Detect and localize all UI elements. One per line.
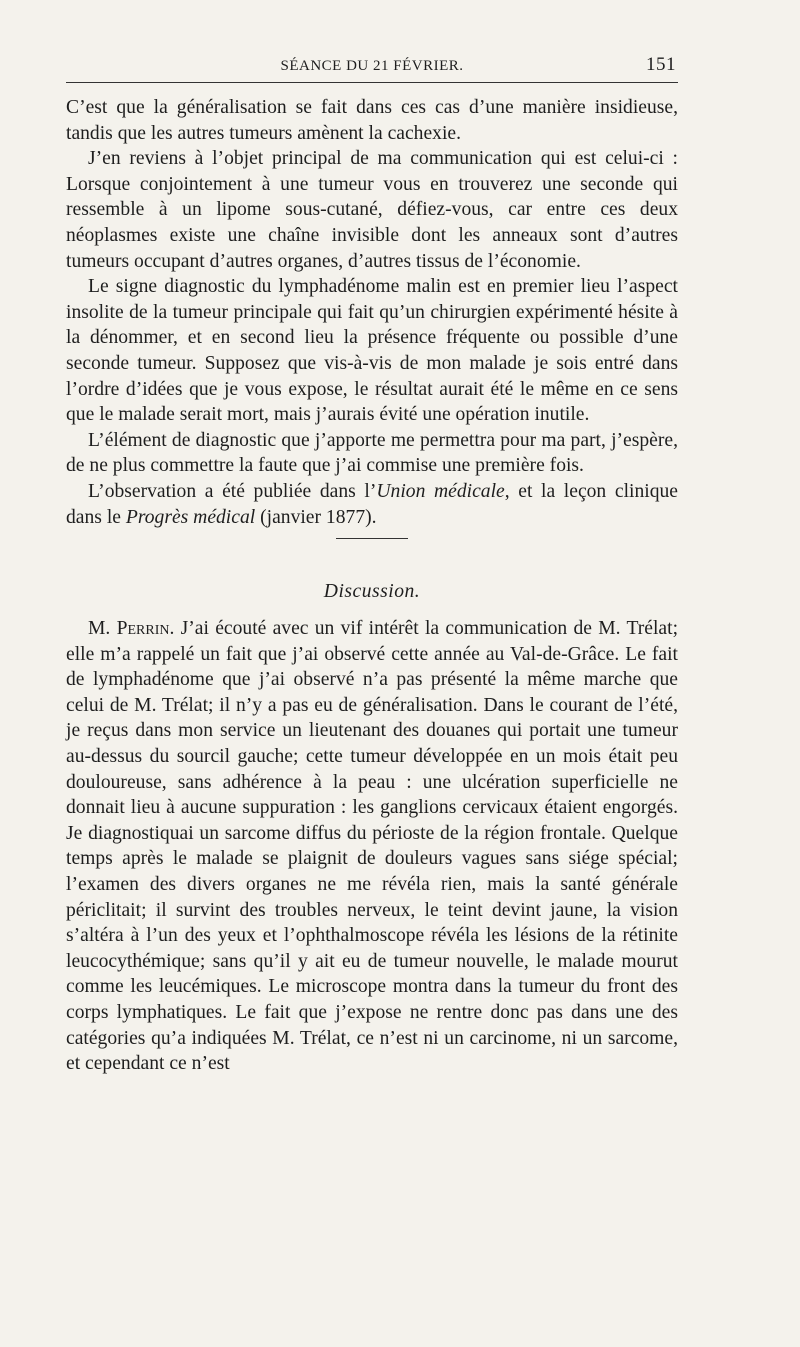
speaker-name: M. Perrin. bbox=[88, 618, 175, 640]
paragraph-diagnostic-sign: Le signe diagnostic du lymphadénome malin est en premier lieu l’aspect insolite de la tumeur principale qui fait qu’un chirurgien expérimenté hésite à la dénommer, et en second lieu la présence fréquente ou possible d’une seconde tumeur. Supposez que vis-à-vis de mon malade je sois entré dans l’ordre d’idées que je vous expose, le résultat aurait été le même en ce sens que le malade serait mort, mais j’aurais évité une opération inutile. bbox=[66, 276, 678, 426]
book-page bbox=[66, 52, 678, 1077]
paragraph-publication-note bbox=[66, 479, 678, 530]
publication-text-after: (janvier 1877). bbox=[255, 506, 377, 528]
journal-progres-medical: Progrès médical bbox=[125, 506, 256, 528]
publication-text-middle: , et la leçon clinique dans le bbox=[66, 480, 678, 528]
paragraph-main-point: J’en reviens à l’objet principal de ma communication qui est celui-ci : Lorsque conjointement à une tumeur vous en trouverez une seconde qui ressemble à un lipome sous-cutané, défiez-vous, car entre ces deux néoplasmes existe une chaîne invisible dont les anneaux sont d’autres tumeurs occupant d’autres organes, d’autres tissus de l’économie. bbox=[66, 148, 678, 272]
running-header bbox=[66, 52, 678, 82]
publication-text-before: L’observation a été publiée dans l’ bbox=[88, 480, 377, 502]
header-rule bbox=[66, 82, 678, 83]
journal-union-medicale: Union médicale bbox=[376, 480, 505, 502]
header-title: SÉANCE DU 21 FÉVRIER. bbox=[280, 58, 464, 74]
discussion-text: J’ai écouté avec un vif intérêt la communication de M. Trélat; elle m’a rappelé un fait que j’ai observé cette année au Val-de-Grâce. Le fait de lymphadénome que j’ai observé n’a pas présenté la même marche que celui de M. Trélat; il n’y a pas eu de généralisation. Dans le courant de l’été, je reçus dans mon service un lieutenant des douanes qui portait une tumeur au-dessus du sourcil gauche; cette tumeur développée en un mois était peu douloureuse, sans adhérence à la peau : une ulcération superficielle ne donnait lieu à aucune suppuration : les ganglions cervicaux étaient engorgés. Je diagnostiquai un sarcome diffus du périoste de la région frontale. Quelque temps après le malade se plaignit de douleurs vagues sans siége spécial; l’examen des divers organes ne me révéla rien, mais la santé générale périclitait; il survint des troubles nerveux, le teint devint jaune, la vision s’altéra à l’un des yeux et l’ophthalmoscope révéla les lésions de la rétinite leucocythémique; sans qu’il y ait eu de tumeur nouvelle, le malade mourut comme les leucémiques. Le microscope montra dans la tumeur du front des corps lymphatiques. Le fait que j’expose ne rentre donc pas dans une des catégories qu’a indiquées M. Trélat, ce n’est ni un carcinome, ni un sarcome, et cependant ce n’est bbox=[66, 618, 679, 1075]
page-number: 151 bbox=[646, 54, 676, 75]
paragraph-discussion bbox=[66, 616, 678, 1077]
paragraph-continuation: C’est que la généralisation se fait dans ces cas d’une manière insidieuse, tandis que les autres tumeurs amènent la cachexie. bbox=[66, 97, 678, 144]
section-title: Discussion. bbox=[323, 581, 421, 603]
paragraph-diagnostic-element: L’élément de diagnostic que j’apporte me permettra pour ma part, j’espère, de ne plus commettre la faute que j’ai commise une première fois. bbox=[66, 429, 678, 477]
section-separator bbox=[336, 538, 408, 539]
